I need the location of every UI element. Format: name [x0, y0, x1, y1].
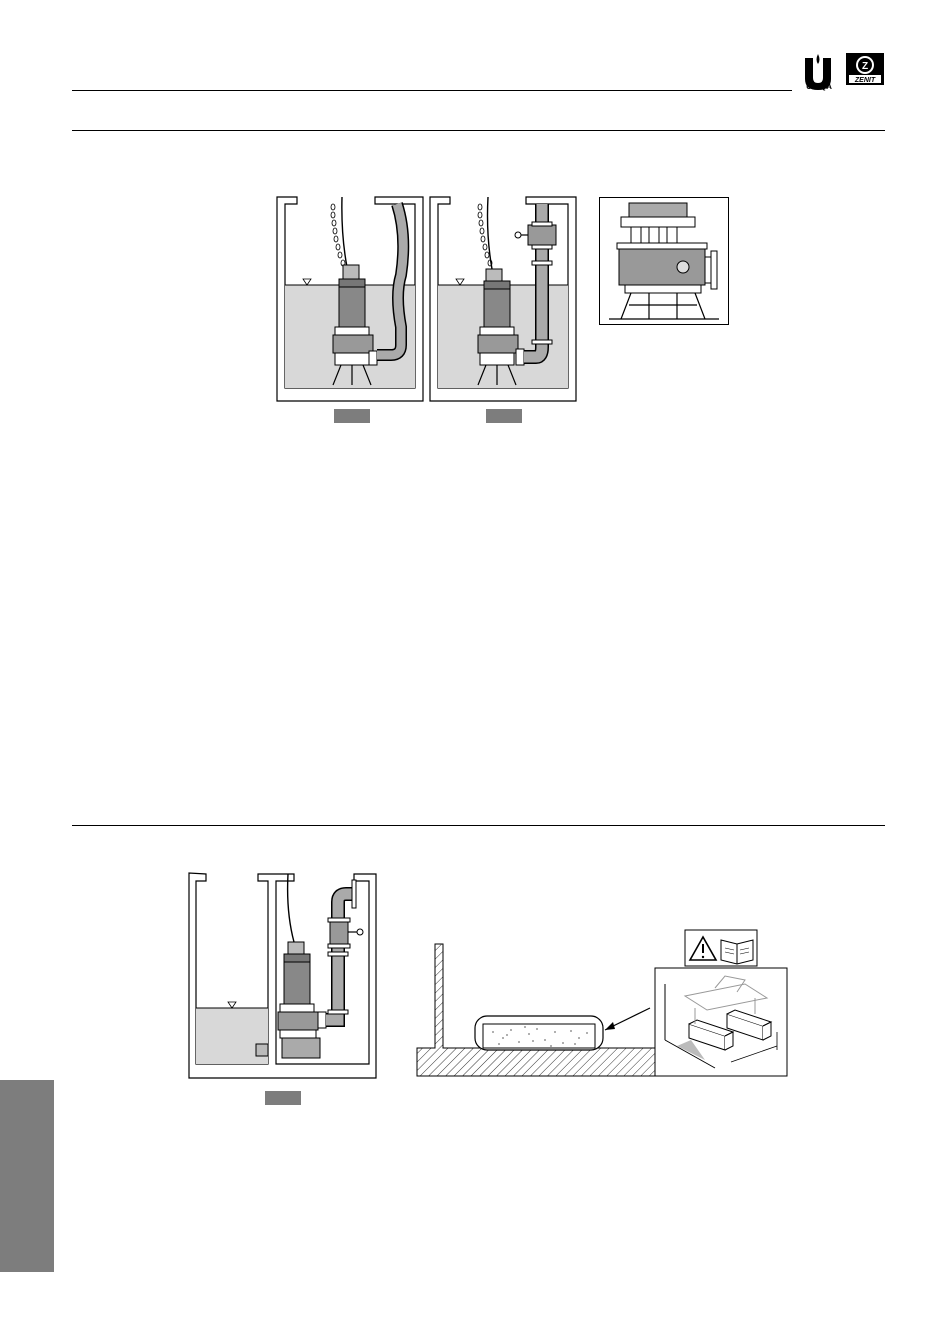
- zenit-wordmark: ZENIT: [854, 77, 876, 84]
- uniqa-logo: [800, 52, 838, 94]
- figure-label-2: [486, 409, 522, 423]
- header-rule: [72, 90, 792, 91]
- zenit-mark: Z: [861, 61, 869, 72]
- pump-base-detail-figure: [599, 197, 729, 325]
- section-side-tab: [0, 1080, 54, 1272]
- figure-label-1: [334, 409, 370, 423]
- section-rule-2: [72, 825, 885, 826]
- uniqa-wordmark: UNIQA: [806, 82, 832, 91]
- pump-storage-figure: [415, 928, 790, 1080]
- figure-label-3: [265, 1091, 301, 1105]
- zenit-badge-icon: [845, 52, 885, 86]
- pump-dry-well-install-figure: [188, 872, 378, 1080]
- pump-install-rigid-pipe-figure: [428, 195, 578, 405]
- section-rule-1: [72, 130, 885, 131]
- pump-install-hose-figure: [275, 195, 425, 405]
- zenit-logo: [845, 52, 885, 86]
